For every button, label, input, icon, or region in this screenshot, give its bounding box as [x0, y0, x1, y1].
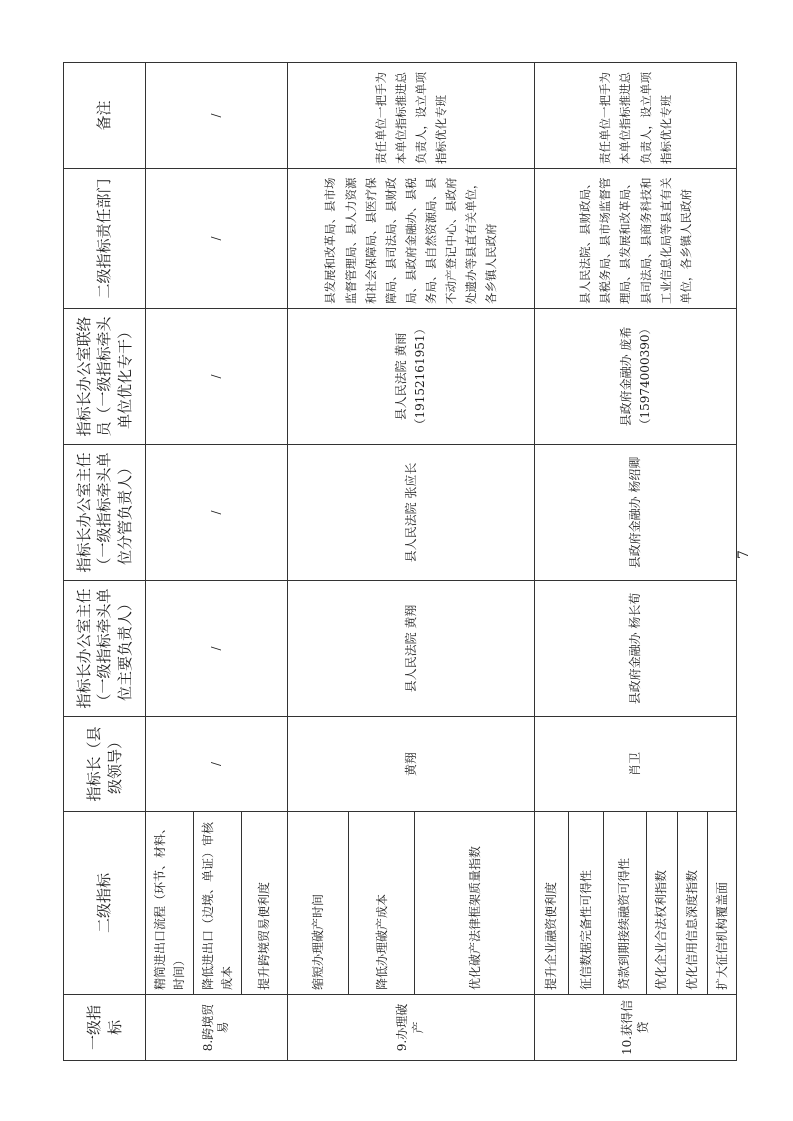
header-remark: 备注 [64, 63, 146, 169]
level2-cell: 降低办理破产成本 [349, 812, 415, 995]
indicator-table [63, 62, 737, 1061]
director-cell: 县政府金融办 杨长荀 [535, 581, 737, 717]
level2-cell: 优化信用信息深度指数 [677, 812, 708, 995]
table-row [287, 63, 349, 1061]
remark-cell: 责任单位一把手为本单位指标推进总负责人，设立单项指标优化专班 [535, 63, 737, 169]
remark-cell: / [146, 63, 288, 169]
level2-cell: 提升企业融资便利度 [535, 812, 569, 995]
page-number: 7 [736, 550, 752, 559]
level2-cell: 优化企业合法权利指数 [646, 812, 677, 995]
header-indicator-head: 指标长（县级领导） [64, 717, 146, 812]
table-row [535, 63, 569, 1061]
header-level1: 一级指标 [64, 995, 146, 1061]
header-office-director-deputy: 指标长办公室主任（一级指标牵头单位分管负责人） [64, 445, 146, 581]
header-row [64, 63, 146, 1061]
level2-cell: 贷款到期接续融资可得性 [603, 812, 646, 995]
dept-cell: / [146, 169, 288, 309]
director-cell: 县人民法院 黄翔 [287, 581, 534, 717]
director-cell: / [146, 581, 288, 717]
head-cell: / [146, 717, 288, 812]
liaison-cell: 县政府金融办 庞希（15974000390） [535, 309, 737, 445]
level2-cell: 征信数据完备性可得性 [569, 812, 603, 995]
level1-cell: 8.跨境贸易 [146, 995, 288, 1061]
header-office-liaison: 指标长办公室联络员（一级指标牵头单位优化专干） [64, 309, 146, 445]
dept-cell: 县发展和改革局、县市场监督管理局、县人力资源和社会保障局、县医疗保障局、县司法局、县财政局、县政府金融办、县税务局、县自然资源局、县不动产登记中心、县政府处遗办等县直有关单位，各乡镇人民政府 [287, 169, 534, 309]
head-cell: 肖卫 [535, 717, 737, 812]
level2-cell: 提升跨境贸易便利度 [242, 812, 288, 995]
header-level2: 二级指标 [64, 812, 146, 995]
deputy-cell: 县政府金融办 杨绍卿 [535, 445, 737, 581]
level2-cell: 降低进出口（边境、单证）审核成本 [194, 812, 242, 995]
deputy-cell: / [146, 445, 288, 581]
level2-cell: 扩大征信机构覆盖面 [708, 812, 737, 995]
header-dept: 二级指标责任部门 [64, 169, 146, 309]
liaison-cell: / [146, 309, 288, 445]
level1-cell: 10.获得信贷 [535, 995, 737, 1061]
deputy-cell: 县人民法院 张应长 [287, 445, 534, 581]
dept-cell: 县人民法院、县财政局、县税务局、县市场监督管理局、县发展和改革局、县司法局、县商务科技和工业信息化局等县直有关单位，各乡镇人民政府 [535, 169, 737, 309]
liaison-cell: 县人民法院 黄雨（19152161951） [287, 309, 534, 445]
header-office-director: 指标长办公室主任（一级指标牵头单位主要负责人） [64, 581, 146, 717]
level1-cell: 9.办理破产 [287, 995, 534, 1061]
table-row [146, 63, 194, 1061]
level2-cell: 缩短办理破产时间 [287, 812, 349, 995]
level2-cell: 优化破产法律框架质量指数 [415, 812, 535, 995]
remark-cell: 责任单位一把手为本单位指标推进总负责人，设立单项指标优化专班 [287, 63, 534, 169]
level2-cell: 精简进出口流程（环节、材料、时间） [146, 812, 194, 995]
head-cell: 黄翔 [287, 717, 534, 812]
